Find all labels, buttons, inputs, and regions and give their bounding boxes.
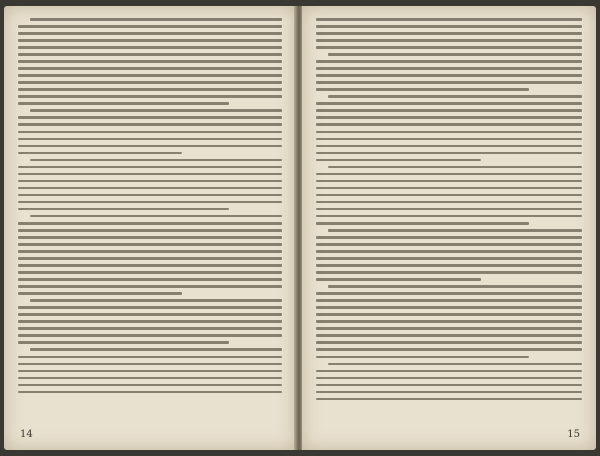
text-line: [18, 250, 282, 253]
text-line: [18, 313, 282, 316]
text-line: [18, 187, 282, 190]
text-line: [18, 341, 229, 344]
text-line: [30, 215, 282, 218]
text-line: [18, 138, 282, 141]
text-line: [316, 370, 582, 373]
text-line: [18, 377, 282, 380]
right-page: [302, 6, 596, 450]
text-line: [316, 341, 582, 344]
text-line: [316, 25, 582, 28]
text-line: [18, 264, 282, 267]
text-line: [18, 173, 282, 176]
text-line: [328, 363, 582, 366]
text-line: [18, 334, 282, 337]
text-line: [30, 299, 282, 302]
text-line: [18, 306, 282, 309]
left-page-number: 14: [20, 429, 33, 440]
text-line: [316, 222, 529, 225]
text-line: [18, 46, 282, 49]
text-line: [18, 145, 282, 148]
text-line: [316, 173, 582, 176]
text-line: [316, 116, 582, 119]
text-line: [18, 236, 282, 239]
text-line: [18, 180, 282, 183]
text-line: [30, 348, 282, 351]
text-line: [316, 278, 481, 281]
text-line: [316, 292, 582, 295]
right-page-number: 15: [567, 429, 580, 440]
text-line: [18, 363, 282, 366]
text-line: [316, 236, 582, 239]
text-line: [18, 152, 182, 155]
text-line: [316, 334, 582, 337]
left-page: [4, 6, 296, 450]
text-line: [316, 180, 582, 183]
text-line: [316, 271, 582, 274]
text-line: [18, 222, 282, 225]
text-line: [316, 159, 481, 162]
text-line: [18, 201, 282, 204]
text-line: [18, 278, 282, 281]
text-line: [316, 109, 582, 112]
text-line: [328, 95, 582, 98]
left-page-text: [18, 18, 282, 422]
text-line: [316, 264, 582, 267]
text-line: [18, 271, 282, 274]
text-line: [316, 313, 582, 316]
text-line: [316, 257, 582, 260]
text-line: [316, 138, 582, 141]
text-line: [18, 384, 282, 387]
text-line: [316, 391, 582, 394]
text-line: [316, 131, 582, 134]
text-line: [316, 102, 582, 105]
text-line: [30, 109, 282, 112]
text-line: [18, 67, 282, 70]
text-line: [316, 356, 529, 359]
text-line: [18, 123, 282, 126]
text-line: [18, 229, 282, 232]
text-line: [18, 116, 282, 119]
text-line: [18, 257, 282, 260]
text-line: [316, 60, 582, 63]
text-line: [316, 299, 582, 302]
text-line: [18, 166, 282, 169]
text-line: [18, 102, 229, 105]
text-line: [18, 25, 282, 28]
text-line: [18, 194, 282, 197]
text-line: [18, 60, 282, 63]
text-line: [316, 243, 582, 246]
text-line: [18, 131, 282, 134]
text-line: [328, 53, 582, 56]
text-line: [316, 320, 582, 323]
text-line: [18, 327, 282, 330]
right-page-text: [316, 18, 582, 422]
text-line: [18, 370, 282, 373]
text-line: [316, 306, 582, 309]
text-line: [316, 398, 582, 401]
text-line: [30, 159, 282, 162]
text-line: [18, 292, 182, 295]
text-line: [316, 67, 582, 70]
text-line: [18, 81, 282, 84]
text-line: [316, 187, 582, 190]
text-line: [30, 18, 282, 21]
text-line: [18, 88, 282, 91]
text-line: [18, 208, 229, 211]
text-line: [18, 74, 282, 77]
text-line: [316, 145, 582, 148]
text-line: [18, 243, 282, 246]
text-line: [18, 320, 282, 323]
text-line: [316, 18, 582, 21]
text-line: [316, 377, 582, 380]
text-line: [328, 285, 582, 288]
text-line: [316, 32, 582, 35]
text-line: [316, 384, 582, 387]
text-line: [316, 123, 582, 126]
text-line: [316, 348, 582, 351]
text-line: [316, 46, 582, 49]
text-line: [316, 74, 582, 77]
text-line: [316, 88, 529, 91]
text-line: [18, 32, 282, 35]
text-line: [328, 166, 582, 169]
text-line: [18, 53, 282, 56]
text-line: [316, 39, 582, 42]
text-line: [316, 215, 582, 218]
text-line: [18, 356, 282, 359]
text-line: [316, 201, 582, 204]
text-line: [316, 327, 582, 330]
text-line: [316, 208, 582, 211]
text-line: [316, 194, 582, 197]
text-line: [316, 81, 582, 84]
text-line: [18, 285, 282, 288]
text-line: [316, 250, 582, 253]
text-line: [328, 229, 582, 232]
text-line: [18, 95, 282, 98]
text-line: [316, 152, 582, 155]
text-line: [18, 391, 282, 394]
text-line: [18, 39, 282, 42]
